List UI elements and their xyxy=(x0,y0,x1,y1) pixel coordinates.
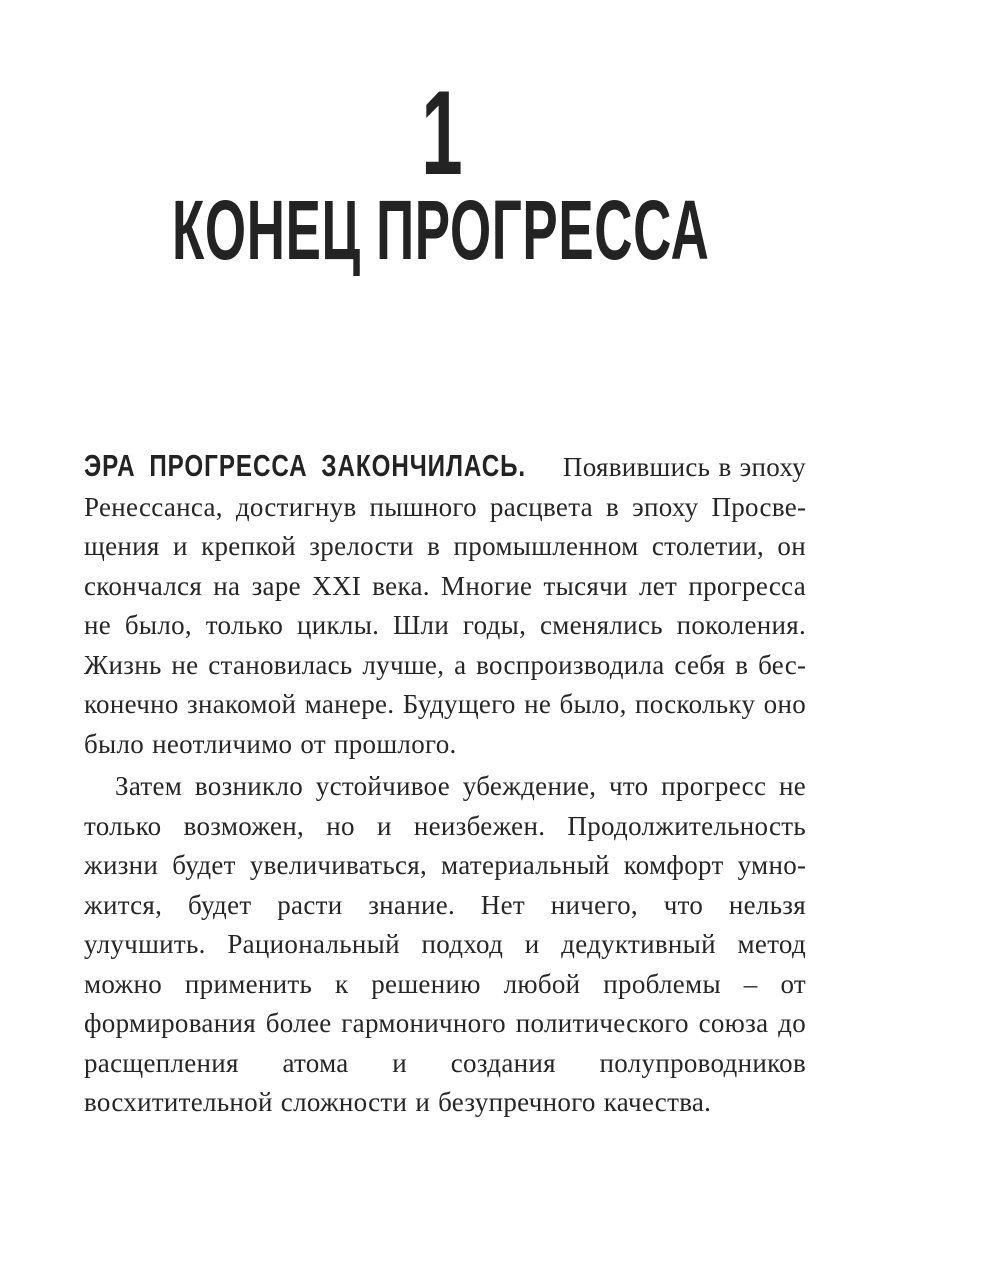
lead-in-heading: ЭРА ПРОГРЕССА ЗАКОНЧИЛАСЬ. xyxy=(84,448,527,483)
chapter-number: 1 xyxy=(421,66,463,200)
paragraph-1 xyxy=(84,446,806,764)
paragraph-1-text: Появившись в эпоху Ренессанса, достигнув пышного расцвета в эпоху Просвещения и крепкой зрелости в промышленном столетии, он скончался на заре XXI века. Многие тысячи лет прогресса не было, только циклы. Шли годы, сменялись поколения. Жизнь не становилась лучше, а воспроизводила себя в бесконечно знакомой манере. Будущего не было, поскольку оно было неотличимо от прошлого. xyxy=(84,452,806,759)
chapter-body xyxy=(84,446,806,1123)
chapter-title: КОНЕЦ ПРОГРЕССА xyxy=(172,183,710,277)
paragraph-2: Затем возникло устойчивое убеждение, что прогресс не только возможен, но и неизбежен. Продолжительность жизни будет увеличиваться, материальный комфорт умножится, будет расти знание. Нет ничего, что нельзя улучшить. Рациональный подход и дедуктивный метод можно применить к решению любой проблемы – от формирования более гармоничного политического союза до расщепления атома и создания полупроводников восхитительной сложности и безупречного качества. xyxy=(84,771,806,1117)
